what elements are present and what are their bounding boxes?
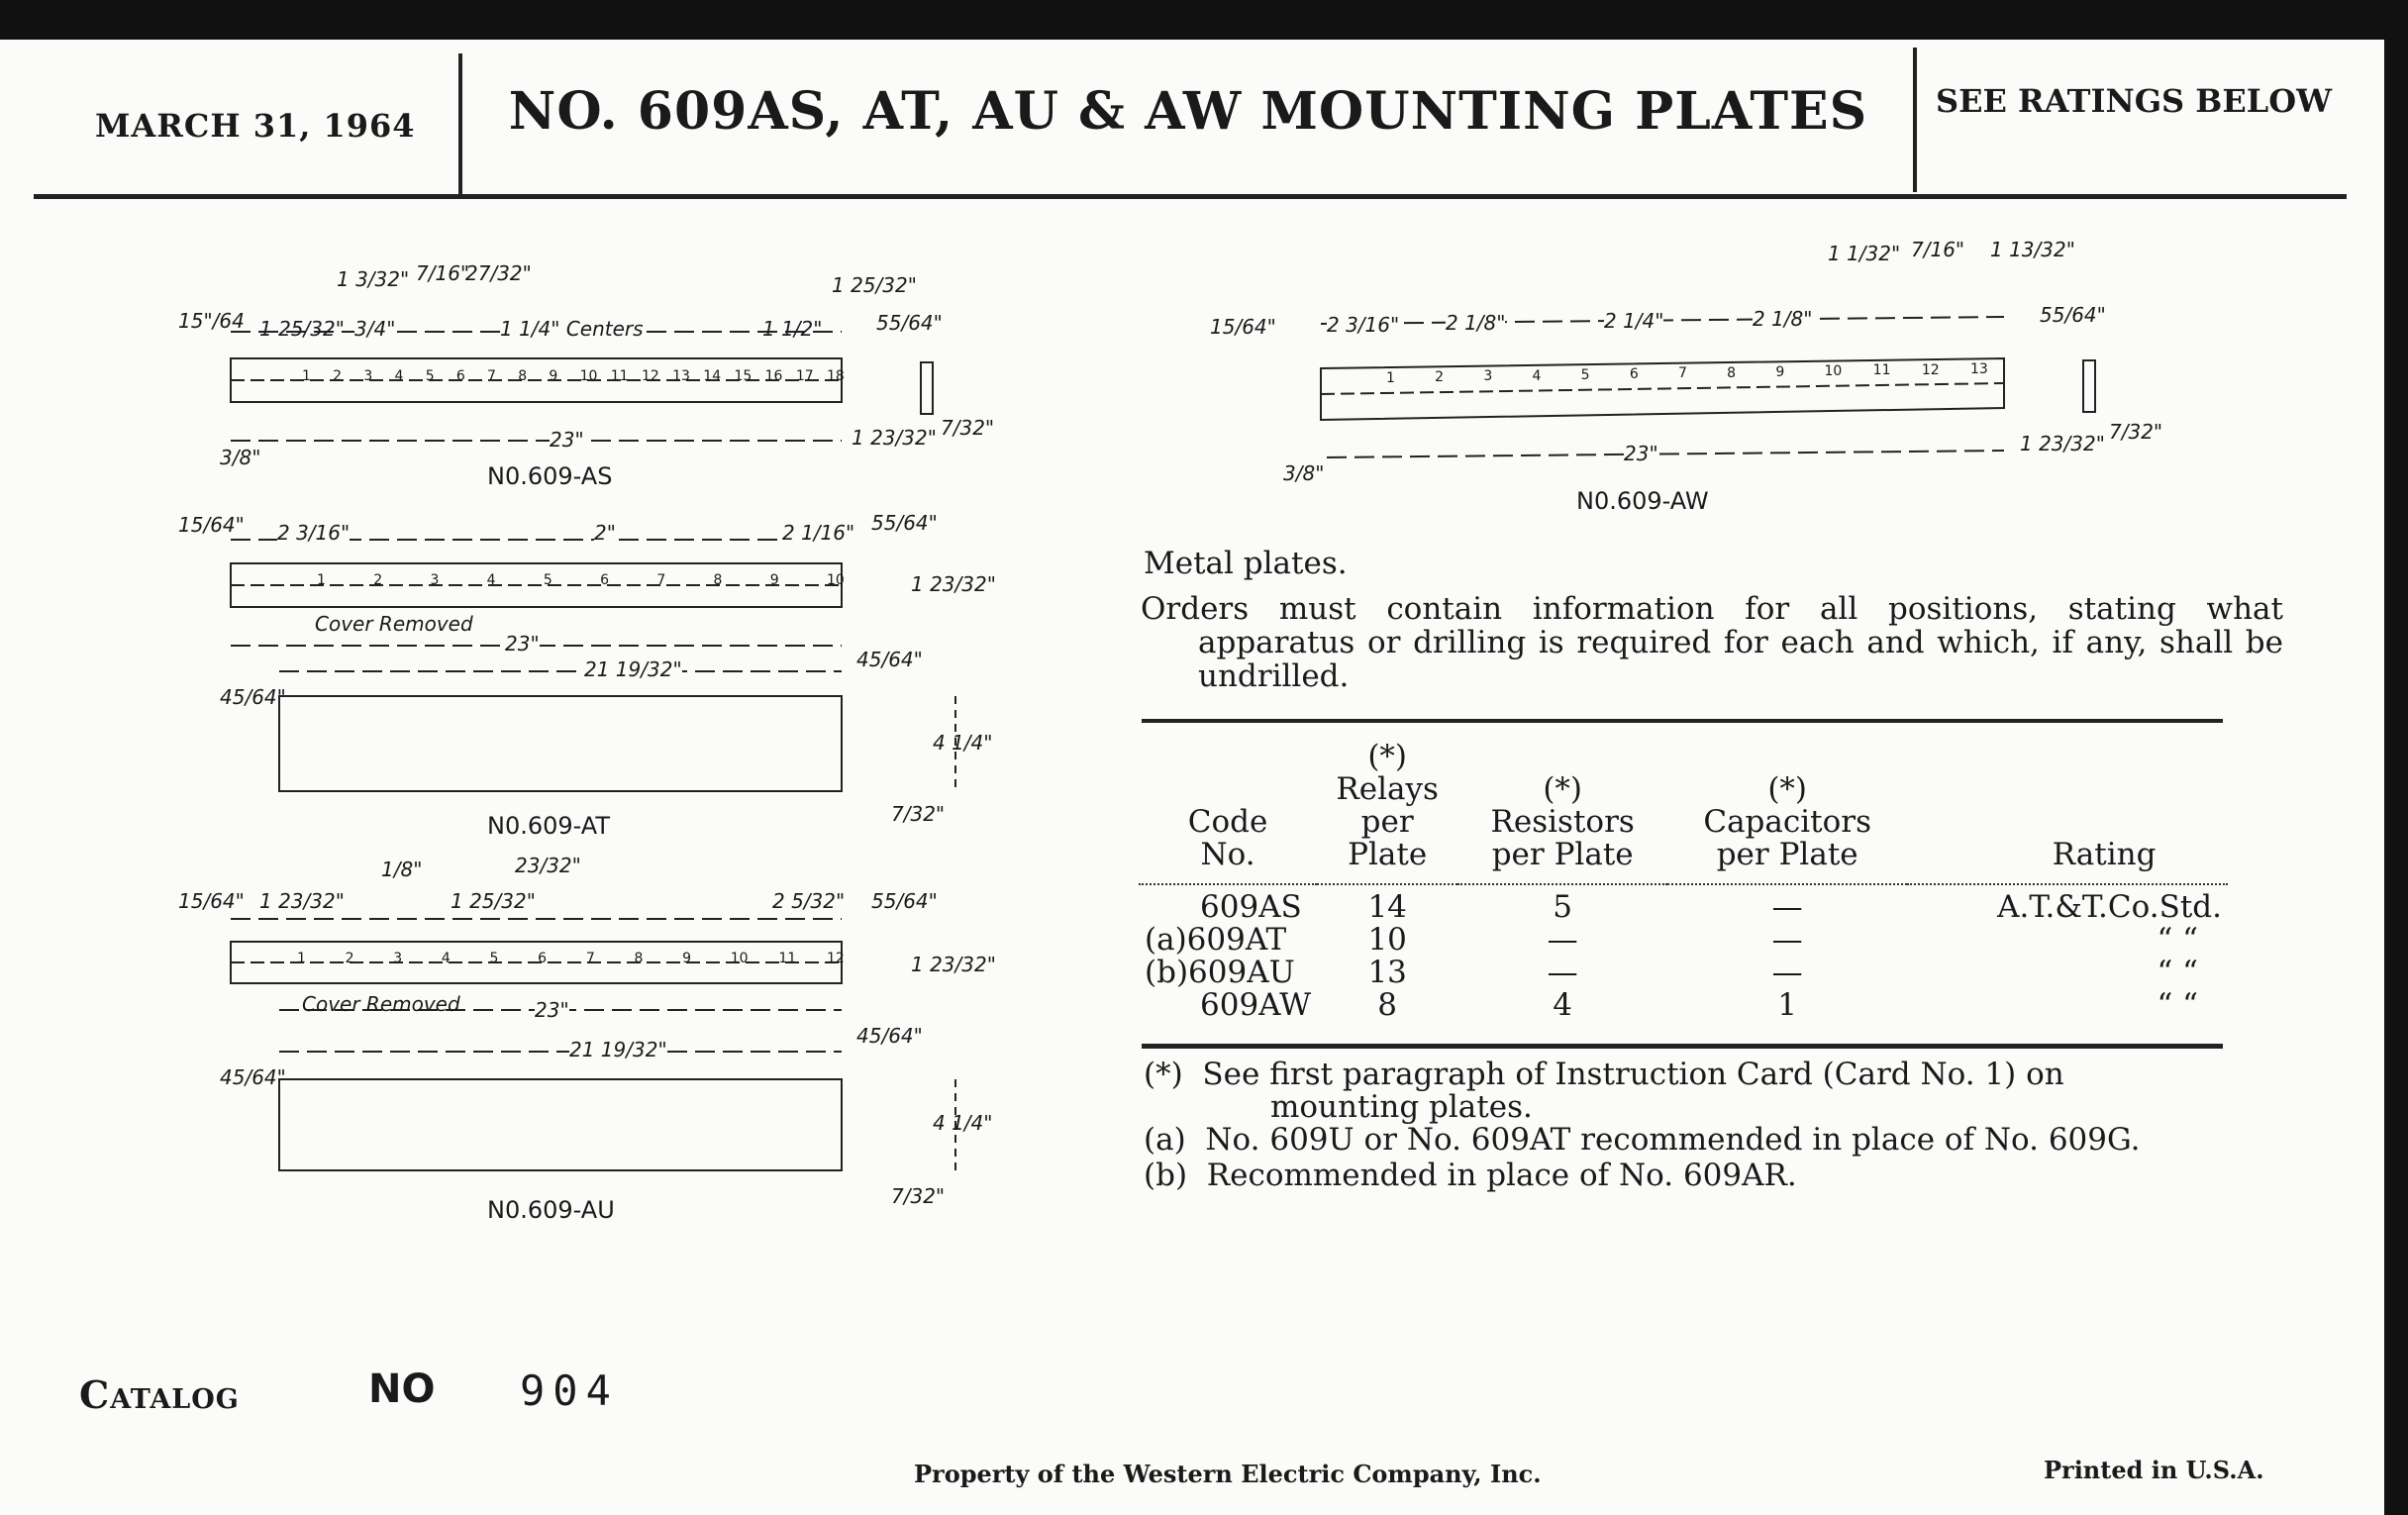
catalog-no-stamp: NO bbox=[368, 1366, 436, 1412]
dimension-label: 7/32" bbox=[891, 1184, 946, 1208]
resistors-cell: — bbox=[1547, 955, 1578, 990]
position-number: 7 bbox=[1678, 365, 1687, 382]
column-header-resistors: (*) Resistors per Plate bbox=[1490, 771, 1635, 872]
table-row bbox=[1139, 989, 2228, 1022]
dimension-line bbox=[1327, 451, 2004, 457]
position-number: 8 bbox=[518, 368, 528, 384]
rating-cell: “ “ bbox=[2157, 987, 2198, 1023]
position-number: 13 bbox=[1970, 360, 1988, 377]
dimension-label: 1 25/32" bbox=[259, 317, 345, 341]
footnote-mark: (a) bbox=[1144, 1122, 1186, 1158]
cover-removed-label: Cover Removed bbox=[315, 612, 473, 636]
dimension-label: 1 25/32" bbox=[832, 273, 917, 297]
dimension-label: 2 3/16" bbox=[277, 521, 351, 545]
position-number: 4 bbox=[394, 368, 404, 384]
section-rule bbox=[1142, 719, 2223, 723]
position-number: 11 bbox=[1872, 362, 1891, 379]
position-number: 6 bbox=[538, 951, 548, 966]
position-number: 3 bbox=[1483, 368, 1493, 385]
dimension-label: 15/64" bbox=[1210, 315, 1276, 339]
length-label: 23" bbox=[550, 428, 584, 452]
column-header-rating: Rating bbox=[2052, 837, 2157, 872]
position-number: 11 bbox=[778, 951, 797, 966]
code-cell: 609AS bbox=[1200, 889, 1302, 925]
dimension-label: 7/32" bbox=[2109, 420, 2163, 444]
plate-label-609aw: N0.609-AW bbox=[1576, 487, 1709, 515]
ordering-instructions: Orders must contain information for all positions, stating what apparatus or drilling is required for each and which, if any, shall be undrilled. bbox=[1141, 591, 2283, 694]
printed-in-notice: Printed in U.S.A. bbox=[2044, 1456, 2264, 1484]
dimension-label: 55/64" bbox=[2040, 303, 2106, 327]
dimension-label: 7/32" bbox=[891, 802, 946, 826]
dimension-label: 1 25/32" bbox=[451, 889, 536, 913]
dimension-label: 1 23/32" bbox=[2020, 432, 2105, 455]
catalog-label: Catalog bbox=[79, 1372, 240, 1417]
length-label: 23" bbox=[535, 998, 569, 1022]
position-number: 4 bbox=[441, 951, 451, 966]
dimension-label: 45/64" bbox=[856, 648, 923, 671]
length-label: 23" bbox=[1624, 442, 1658, 465]
dimension-label: 55/64" bbox=[871, 511, 938, 535]
position-number: 3 bbox=[393, 951, 403, 966]
resistors-cell: 4 bbox=[1553, 987, 1573, 1023]
dimension-label: 2" bbox=[594, 521, 616, 545]
capacitors-cell: — bbox=[1771, 889, 1803, 925]
catalog-number: 904 bbox=[520, 1366, 619, 1415]
dimension-label: 21 19/32" bbox=[569, 1038, 667, 1061]
plate-609aw-drawing bbox=[1321, 317, 2095, 457]
position-number: 9 bbox=[769, 572, 779, 588]
table-row bbox=[1139, 957, 2228, 989]
dimension-label: 7/32" bbox=[941, 416, 995, 440]
position-number: 10 bbox=[827, 572, 845, 588]
capacitors-cell: — bbox=[1771, 922, 1803, 958]
capacitors-cell: — bbox=[1771, 955, 1803, 990]
position-number: 7 bbox=[487, 368, 496, 384]
dimension-label: 15/64" bbox=[178, 513, 245, 537]
length-label: 23" bbox=[505, 632, 540, 656]
footnote-asterisk bbox=[1144, 1058, 2064, 1091]
position-number: 1 bbox=[317, 572, 326, 588]
dimension-label: 15/64" bbox=[178, 889, 245, 913]
metal-plates-text: Metal plates. bbox=[1144, 546, 1348, 581]
resistors-cell: 5 bbox=[1553, 889, 1573, 925]
position-number: 2 bbox=[373, 572, 383, 588]
rating-cell: “ “ bbox=[2157, 955, 2198, 990]
dimension-label: 1/8" bbox=[381, 858, 423, 881]
table-row bbox=[1139, 924, 2228, 957]
table-row bbox=[1139, 891, 2228, 924]
dimension-label: 1 23/32" bbox=[911, 572, 996, 596]
position-number: 11 bbox=[610, 368, 629, 384]
position-number: 5 bbox=[1580, 366, 1590, 383]
plate-label-609at: N0.609-AT bbox=[487, 812, 611, 840]
dimension-label: 2 5/32" bbox=[772, 889, 846, 913]
dimension-label: 21 19/32" bbox=[584, 657, 682, 681]
dimension-label: 1 3/32" bbox=[337, 267, 410, 291]
position-number: 5 bbox=[425, 368, 435, 384]
position-number: 9 bbox=[682, 951, 691, 966]
position-number: 1 bbox=[1386, 370, 1395, 386]
dimension-label: 2 1/4" bbox=[1604, 309, 1664, 333]
position-number: 15 bbox=[734, 368, 752, 384]
position-number: 7 bbox=[585, 951, 595, 966]
plate-end-view bbox=[2083, 360, 2095, 412]
position-number: 2 bbox=[345, 951, 354, 966]
dimension-label: 45/64" bbox=[220, 1065, 286, 1089]
position-number: 3 bbox=[363, 368, 373, 384]
footnote-continuation: mounting plates. bbox=[1270, 1089, 1533, 1125]
code-cell: (b)609AU bbox=[1145, 955, 1295, 990]
position-number: 10 bbox=[1824, 363, 1843, 380]
footnote-mark: (b) bbox=[1144, 1158, 1188, 1193]
position-number: 8 bbox=[634, 951, 644, 966]
position-number: 8 bbox=[713, 572, 723, 588]
position-number: 17 bbox=[795, 368, 814, 384]
dimension-label: 1 23/32" bbox=[852, 426, 937, 450]
position-number: 12 bbox=[827, 951, 845, 966]
plate-centerline bbox=[1321, 383, 2004, 394]
cover-outline bbox=[279, 1079, 842, 1170]
position-number: 10 bbox=[579, 368, 598, 384]
capacitors-cell: 1 bbox=[1777, 987, 1798, 1023]
dimension-label: 1 23/32" bbox=[259, 889, 345, 913]
resistors-cell: — bbox=[1547, 922, 1578, 958]
centers-label: 1 1/4" Centers bbox=[500, 317, 644, 341]
plate-609as-drawing bbox=[231, 332, 933, 441]
position-number: 12 bbox=[1921, 361, 1940, 378]
issue-date: MARCH 31, 1964 bbox=[95, 107, 416, 145]
position-number: 4 bbox=[486, 572, 496, 588]
dimension-label: 45/64" bbox=[220, 685, 286, 709]
ratings-table bbox=[1139, 741, 2228, 1022]
dimension-label: 15"/64 bbox=[178, 309, 245, 333]
position-number: 18 bbox=[827, 368, 845, 384]
dimension-label: 55/64" bbox=[876, 311, 943, 335]
position-number: 1 bbox=[302, 368, 311, 384]
rating-cell: “ “ bbox=[2157, 922, 2198, 958]
footnote-mark: (*) bbox=[1144, 1057, 1183, 1092]
position-number: 5 bbox=[489, 951, 499, 966]
dimension-label: 3/8" bbox=[1283, 461, 1325, 485]
position-number: 9 bbox=[549, 368, 558, 384]
dimension-label: 2 1/16" bbox=[782, 521, 855, 545]
footnote-text: See first paragraph of Instruction Card (Card No. 1) on bbox=[1202, 1057, 2064, 1092]
code-cell: (a)609AT bbox=[1145, 922, 1287, 958]
dimension-label: 2 1/8" bbox=[1753, 307, 1813, 331]
position-number: 2 bbox=[1435, 369, 1445, 386]
dimension-label: 23/32" bbox=[515, 854, 581, 877]
relays-cell: 14 bbox=[1367, 889, 1407, 925]
property-notice: Property of the Western Electric Company, Inc. bbox=[914, 1460, 1542, 1488]
dimension-label: 2 3/16" bbox=[1327, 313, 1400, 337]
dimension-label: 2 1/8" bbox=[1446, 311, 1506, 335]
dimension-label: 45/64" bbox=[856, 1024, 923, 1048]
position-number: 12 bbox=[641, 368, 659, 384]
dimension-label: 4 1/4" bbox=[933, 731, 993, 755]
dimension-label: 1 1/32" bbox=[1828, 242, 1901, 265]
position-number: 3 bbox=[430, 572, 440, 588]
position-number: 14 bbox=[703, 368, 722, 384]
footnote-b bbox=[1144, 1159, 1797, 1192]
dimension-label: 4 1/4" bbox=[933, 1111, 993, 1135]
code-cell: 609AW bbox=[1200, 987, 1312, 1023]
position-number: 1 bbox=[297, 951, 306, 966]
page-title: NO. 609AS, AT, AU & AW MOUNTING PLATES bbox=[508, 81, 1868, 142]
dimension-label: 3/4" bbox=[354, 317, 396, 341]
ratings-note: SEE RATINGS BELOW bbox=[1935, 82, 2333, 120]
column-header-capacitors: (*) Capacitors per Plate bbox=[1703, 771, 1871, 872]
footnote-text: Recommended in place of No. 609AR. bbox=[1206, 1158, 1797, 1193]
position-number: 4 bbox=[1532, 367, 1542, 384]
dimension-label: 1 1/2" bbox=[762, 317, 823, 341]
table-header-row bbox=[1139, 741, 2228, 884]
dimension-label: 55/64" bbox=[871, 889, 938, 913]
position-number: 2 bbox=[333, 368, 343, 384]
position-number: 5 bbox=[543, 572, 552, 588]
relays-cell: 8 bbox=[1377, 987, 1398, 1023]
relays-cell: 13 bbox=[1367, 955, 1407, 990]
plate-label-609au: N0.609-AU bbox=[487, 1196, 615, 1224]
dimension-label: 1 13/32" bbox=[1990, 238, 2075, 261]
dimension-label: 7/16" bbox=[416, 261, 470, 285]
table-bottom-rule bbox=[1142, 1044, 2223, 1049]
footnote-a bbox=[1144, 1123, 2141, 1157]
column-header-code: Code No. bbox=[1187, 804, 1268, 872]
position-number: 10 bbox=[730, 951, 749, 966]
position-number: 7 bbox=[656, 572, 666, 588]
column-header-relays: (*) Relays per Plate bbox=[1336, 739, 1439, 872]
dimension-label: 1 23/32" bbox=[911, 953, 996, 976]
plate-label-609as: N0.609-AS bbox=[487, 462, 613, 490]
cover-removed-label: Cover Removed bbox=[302, 992, 460, 1016]
cover-outline bbox=[279, 696, 842, 791]
dimension-label: 3/8" bbox=[220, 446, 261, 469]
position-number: 6 bbox=[600, 572, 610, 588]
position-number: 6 bbox=[1629, 366, 1639, 383]
position-number: 6 bbox=[455, 368, 465, 384]
position-number: 13 bbox=[672, 368, 690, 384]
position-number: 16 bbox=[764, 368, 783, 384]
rating-cell: A.T.&T.Co.Std. bbox=[1997, 889, 2222, 925]
position-number: 9 bbox=[1775, 363, 1785, 380]
relays-cell: 10 bbox=[1367, 922, 1407, 958]
plate-end-view bbox=[921, 362, 933, 414]
footnote-text: No. 609U or No. 609AT recommended in place of No. 609G. bbox=[1205, 1122, 2141, 1158]
position-number: 8 bbox=[1727, 364, 1737, 381]
dimension-label: 27/32" bbox=[465, 261, 532, 285]
dimension-label: 7/16" bbox=[1911, 238, 1965, 261]
